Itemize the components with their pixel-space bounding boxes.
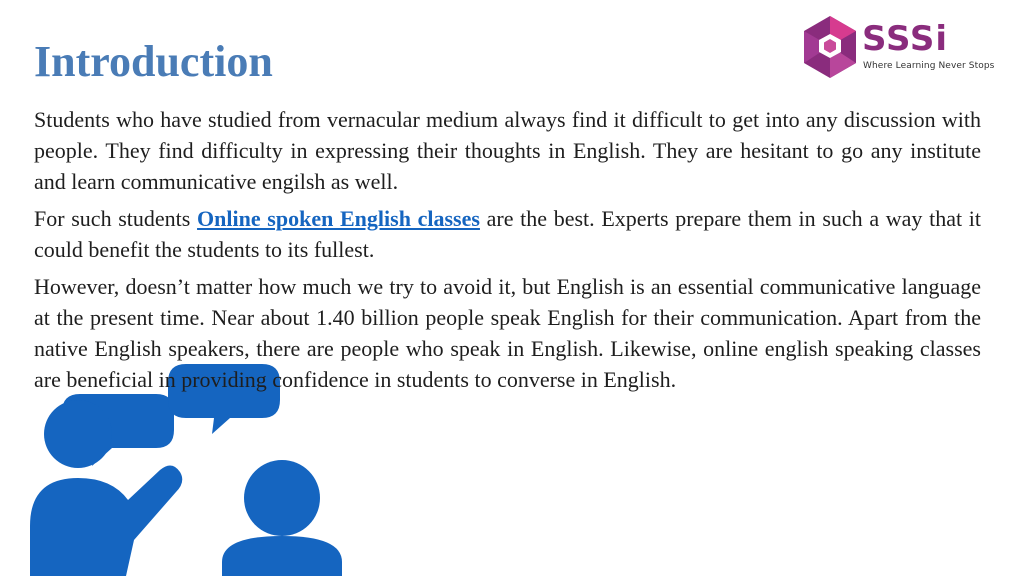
paragraph-2-tail: are the best. Experts prepare them in such a way that it could benefit the students to its fullest. [34,206,981,262]
online-spoken-english-link[interactable]: Online spoken English classes [197,206,480,231]
paragraph-2 [34,203,981,265]
logo-tagline: Where Learning Never Stops [863,61,995,71]
logo-wordmark: SSSi [862,19,949,59]
slide-title: Introduction [34,37,273,86]
paragraph-1: Students who have studied from vernacular medium always find it difficult to get into any discussion with people. They find difficulty in expressing their thoughts in English. They are hesitant to go any institute and learn communicative engilsh as well. [34,107,981,194]
paragraph-2-lead: For such students [34,206,198,231]
sssi-logo [800,14,995,80]
paragraph-3: However, doesn’t matter how much we try to avoid it, but English is an essential communicative language at the present time. Near about 1.40 billion people speak English for their communication. Apart from the native English speakers, there are people who speak in English. Likewise, online english speaking classes are beneficial in providing confidence in students to converse in English. [34,274,981,392]
sssi-logo-icon [800,14,860,80]
slide-content [34,104,981,401]
